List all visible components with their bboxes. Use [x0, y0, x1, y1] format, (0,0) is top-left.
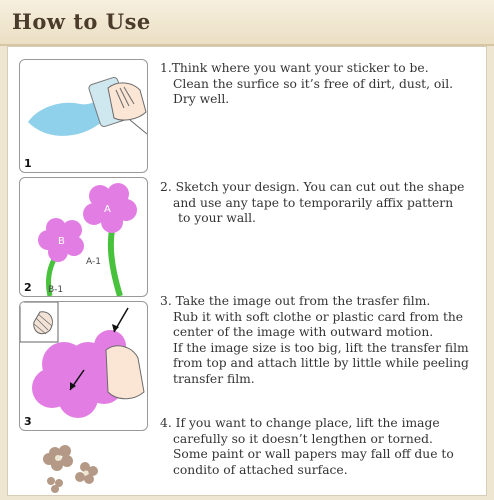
flower-b-label: B: [58, 236, 65, 247]
header-banner: [0, 0, 494, 46]
step-3-text: [160, 294, 478, 387]
step-4-text: [160, 416, 478, 478]
step-2-line-2: and use any tape to temporarily affix pattern: [173, 195, 454, 210]
step-3-line-5: from top and attach little by little while peeling: [173, 356, 469, 370]
step-1-line-3: Dry well.: [173, 92, 230, 106]
step-2-text: [160, 180, 478, 227]
step-4-line-4: condito of attached surface.: [173, 462, 348, 477]
step-3-line-1: 3. Take the image out from the trasfer film.: [160, 294, 431, 308]
step-4-line-1: 4. If you want to change place, lift the image: [160, 416, 440, 430]
step-3-number: 3: [24, 415, 32, 428]
illustration-column: [17, 57, 152, 487]
page-title: How to Use: [12, 9, 151, 34]
step-1-number: 1: [24, 157, 32, 170]
step-2-line-1: 2. Sketch your design. You can cut out the shape: [160, 180, 465, 194]
step-3-line-3: center of the image with outward motion.: [173, 325, 434, 339]
step-3-line-4: If the image size is too big, lift the transfer film: [173, 340, 469, 355]
step-1-line-2: Clean the surfice so it’s free of dirt, dust, oil.: [173, 76, 454, 91]
flower-sketch-illustration: [20, 178, 147, 296]
cleaning-illustration: [20, 60, 147, 172]
stem-a-label: A-1: [86, 257, 101, 267]
step-4-line-2: carefully so it doesn’t lengthen or torned.: [173, 431, 433, 446]
step-2-illustration: [19, 177, 148, 297]
step-3-illustration: [19, 301, 148, 431]
stem-b-label: B-1: [48, 285, 64, 295]
step-2-number: 2: [24, 281, 32, 294]
decorative-flower-icon: [35, 437, 105, 493]
step-2-line-3: to your wall.: [178, 211, 256, 225]
flower-a-label: A: [104, 204, 111, 215]
step-4-line-3: Some paint or wall papers may fall off due to: [173, 447, 454, 461]
step-3-line-2: Rub it with soft clothe or plastic card from the: [173, 309, 464, 324]
step-1-text: [160, 61, 478, 108]
instructions-panel: [7, 46, 487, 496]
step-3-line-6: transfer film.: [173, 371, 255, 386]
step-1-illustration: [19, 59, 148, 173]
applying-sticker-illustration: [20, 302, 147, 430]
step-1-line-1: 1.Think where you want your sticker to be.: [160, 61, 429, 75]
